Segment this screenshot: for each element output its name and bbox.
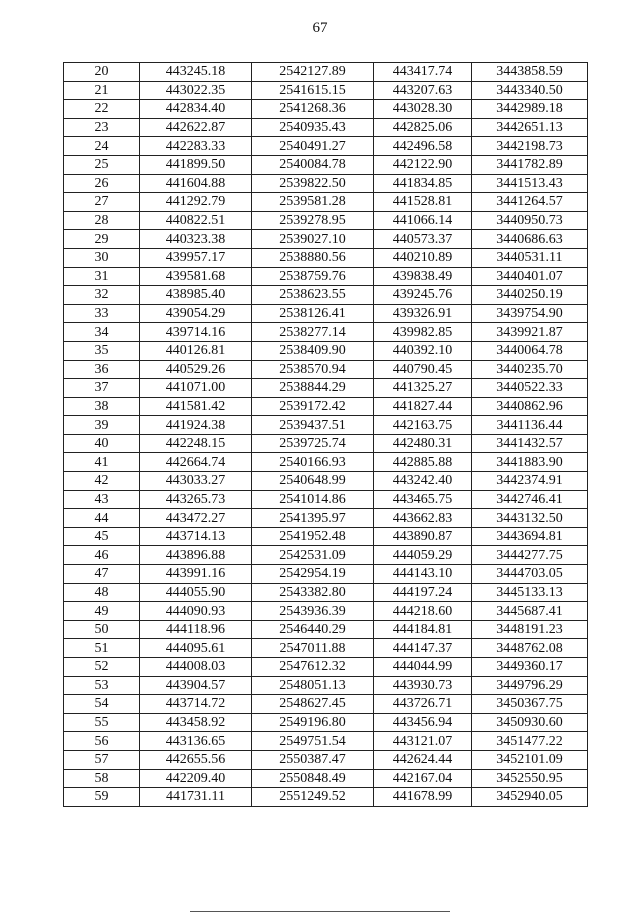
x1-cell: 443904.57 bbox=[140, 676, 252, 695]
table-row bbox=[64, 509, 588, 528]
table-row bbox=[64, 639, 588, 658]
table-row bbox=[64, 769, 588, 788]
x2-cell: 443028.30 bbox=[374, 100, 472, 119]
x1-cell: 441731.11 bbox=[140, 788, 252, 807]
x2-cell: 443121.07 bbox=[374, 732, 472, 751]
point-number-cell: 23 bbox=[64, 118, 140, 137]
y2-cell: 3442746.41 bbox=[472, 490, 588, 509]
table-row bbox=[64, 583, 588, 602]
x1-cell: 443245.18 bbox=[140, 63, 252, 82]
y2-cell: 3441136.44 bbox=[472, 416, 588, 435]
y1-cell: 2539725.74 bbox=[252, 434, 374, 453]
x2-cell: 439982.85 bbox=[374, 323, 472, 342]
table-row bbox=[64, 546, 588, 565]
y2-cell: 3440235.70 bbox=[472, 360, 588, 379]
table-row bbox=[64, 360, 588, 379]
y2-cell: 3448191.23 bbox=[472, 620, 588, 639]
table-row bbox=[64, 174, 588, 193]
y1-cell: 2539437.51 bbox=[252, 416, 374, 435]
y1-cell: 2542531.09 bbox=[252, 546, 374, 565]
y1-cell: 2541395.97 bbox=[252, 509, 374, 528]
y2-cell: 3452101.09 bbox=[472, 750, 588, 769]
point-number-cell: 50 bbox=[64, 620, 140, 639]
y1-cell: 2538409.90 bbox=[252, 341, 374, 360]
x1-cell: 442622.87 bbox=[140, 118, 252, 137]
point-number-cell: 37 bbox=[64, 379, 140, 398]
point-number-cell: 26 bbox=[64, 174, 140, 193]
point-number-cell: 36 bbox=[64, 360, 140, 379]
y1-cell: 2538277.14 bbox=[252, 323, 374, 342]
point-number-cell: 49 bbox=[64, 602, 140, 621]
y2-cell: 3449360.17 bbox=[472, 658, 588, 677]
x2-cell: 442825.06 bbox=[374, 118, 472, 137]
y1-cell: 2542127.89 bbox=[252, 63, 374, 82]
point-number-cell: 55 bbox=[64, 713, 140, 732]
x2-cell: 439326.91 bbox=[374, 304, 472, 323]
x1-cell: 440822.51 bbox=[140, 211, 252, 230]
point-number-cell: 45 bbox=[64, 527, 140, 546]
y2-cell: 3441432.57 bbox=[472, 434, 588, 453]
y1-cell: 2550387.47 bbox=[252, 750, 374, 769]
x1-cell: 443136.65 bbox=[140, 732, 252, 751]
x2-cell: 443456.94 bbox=[374, 713, 472, 732]
x1-cell: 443458.92 bbox=[140, 713, 252, 732]
x2-cell: 441066.14 bbox=[374, 211, 472, 230]
x1-cell: 442248.15 bbox=[140, 434, 252, 453]
y1-cell: 2539172.42 bbox=[252, 397, 374, 416]
table-row bbox=[64, 490, 588, 509]
x1-cell: 440126.81 bbox=[140, 341, 252, 360]
point-number-cell: 53 bbox=[64, 676, 140, 695]
y2-cell: 3448762.08 bbox=[472, 639, 588, 658]
point-number-cell: 42 bbox=[64, 472, 140, 491]
point-number-cell: 32 bbox=[64, 286, 140, 305]
x2-cell: 444059.29 bbox=[374, 546, 472, 565]
table-row bbox=[64, 286, 588, 305]
x2-cell: 444044.99 bbox=[374, 658, 472, 677]
coordinates-table-body bbox=[64, 63, 588, 807]
x1-cell: 442664.74 bbox=[140, 453, 252, 472]
point-number-cell: 30 bbox=[64, 248, 140, 267]
x2-cell: 440573.37 bbox=[374, 230, 472, 249]
y1-cell: 2538570.94 bbox=[252, 360, 374, 379]
x2-cell: 443465.75 bbox=[374, 490, 472, 509]
coordinates-table-container bbox=[63, 62, 588, 807]
y2-cell: 3440862.96 bbox=[472, 397, 588, 416]
y2-cell: 3440950.73 bbox=[472, 211, 588, 230]
x2-cell: 442167.04 bbox=[374, 769, 472, 788]
y1-cell: 2547011.88 bbox=[252, 639, 374, 658]
x1-cell: 443896.88 bbox=[140, 546, 252, 565]
table-row bbox=[64, 658, 588, 677]
x2-cell: 444197.24 bbox=[374, 583, 472, 602]
x2-cell: 439245.76 bbox=[374, 286, 472, 305]
y2-cell: 3441782.89 bbox=[472, 155, 588, 174]
table-row bbox=[64, 565, 588, 584]
y1-cell: 2551249.52 bbox=[252, 788, 374, 807]
y1-cell: 2540648.99 bbox=[252, 472, 374, 491]
x2-cell: 443417.74 bbox=[374, 63, 472, 82]
y1-cell: 2540935.43 bbox=[252, 118, 374, 137]
y1-cell: 2542954.19 bbox=[252, 565, 374, 584]
table-row bbox=[64, 323, 588, 342]
point-number-cell: 56 bbox=[64, 732, 140, 751]
y2-cell: 3450930.60 bbox=[472, 713, 588, 732]
point-number-cell: 28 bbox=[64, 211, 140, 230]
y2-cell: 3442989.18 bbox=[472, 100, 588, 119]
y2-cell: 3443340.50 bbox=[472, 81, 588, 100]
y2-cell: 3441513.43 bbox=[472, 174, 588, 193]
x1-cell: 442209.40 bbox=[140, 769, 252, 788]
table-row bbox=[64, 397, 588, 416]
y2-cell: 3444703.05 bbox=[472, 565, 588, 584]
x1-cell: 444118.96 bbox=[140, 620, 252, 639]
point-number-cell: 24 bbox=[64, 137, 140, 156]
x1-cell: 443265.73 bbox=[140, 490, 252, 509]
table-row bbox=[64, 416, 588, 435]
x1-cell: 443033.27 bbox=[140, 472, 252, 491]
x1-cell: 443991.16 bbox=[140, 565, 252, 584]
x2-cell: 444147.37 bbox=[374, 639, 472, 658]
x1-cell: 441604.88 bbox=[140, 174, 252, 193]
point-number-cell: 52 bbox=[64, 658, 140, 677]
coordinates-table bbox=[63, 62, 588, 807]
y1-cell: 2539822.50 bbox=[252, 174, 374, 193]
y1-cell: 2548051.13 bbox=[252, 676, 374, 695]
x2-cell: 444184.81 bbox=[374, 620, 472, 639]
point-number-cell: 59 bbox=[64, 788, 140, 807]
y2-cell: 3443132.50 bbox=[472, 509, 588, 528]
x2-cell: 441678.99 bbox=[374, 788, 472, 807]
point-number-cell: 40 bbox=[64, 434, 140, 453]
y2-cell: 3443858.59 bbox=[472, 63, 588, 82]
y1-cell: 2538880.56 bbox=[252, 248, 374, 267]
table-row bbox=[64, 137, 588, 156]
x2-cell: 442885.88 bbox=[374, 453, 472, 472]
y1-cell: 2548627.45 bbox=[252, 695, 374, 714]
point-number-cell: 44 bbox=[64, 509, 140, 528]
table-row bbox=[64, 788, 588, 807]
table-row bbox=[64, 63, 588, 82]
point-number-cell: 33 bbox=[64, 304, 140, 323]
y1-cell: 2541268.36 bbox=[252, 100, 374, 119]
x2-cell: 443207.63 bbox=[374, 81, 472, 100]
point-number-cell: 43 bbox=[64, 490, 140, 509]
y2-cell: 3445687.41 bbox=[472, 602, 588, 621]
x2-cell: 441325.27 bbox=[374, 379, 472, 398]
y1-cell: 2539278.95 bbox=[252, 211, 374, 230]
x2-cell: 441834.85 bbox=[374, 174, 472, 193]
y2-cell: 3449796.29 bbox=[472, 676, 588, 695]
footer-divider bbox=[190, 911, 450, 912]
table-row bbox=[64, 472, 588, 491]
point-number-cell: 48 bbox=[64, 583, 140, 602]
y2-cell: 3439754.90 bbox=[472, 304, 588, 323]
table-row bbox=[64, 211, 588, 230]
point-number-cell: 35 bbox=[64, 341, 140, 360]
page-number: 67 bbox=[312, 20, 328, 36]
x1-cell: 442283.33 bbox=[140, 137, 252, 156]
table-row bbox=[64, 527, 588, 546]
table-row bbox=[64, 602, 588, 621]
point-number-cell: 51 bbox=[64, 639, 140, 658]
point-number-cell: 39 bbox=[64, 416, 140, 435]
y1-cell: 2547612.32 bbox=[252, 658, 374, 677]
y2-cell: 3450367.75 bbox=[472, 695, 588, 714]
point-number-cell: 34 bbox=[64, 323, 140, 342]
y2-cell: 3443694.81 bbox=[472, 527, 588, 546]
y1-cell: 2539581.28 bbox=[252, 193, 374, 212]
x1-cell: 442834.40 bbox=[140, 100, 252, 119]
x1-cell: 444095.61 bbox=[140, 639, 252, 658]
table-row bbox=[64, 267, 588, 286]
y1-cell: 2538759.76 bbox=[252, 267, 374, 286]
point-number-cell: 27 bbox=[64, 193, 140, 212]
y1-cell: 2539027.10 bbox=[252, 230, 374, 249]
point-number-cell: 31 bbox=[64, 267, 140, 286]
x2-cell: 442624.44 bbox=[374, 750, 472, 769]
y1-cell: 2540166.93 bbox=[252, 453, 374, 472]
y2-cell: 3452550.95 bbox=[472, 769, 588, 788]
table-row bbox=[64, 341, 588, 360]
x1-cell: 441581.42 bbox=[140, 397, 252, 416]
y2-cell: 3452940.05 bbox=[472, 788, 588, 807]
x1-cell: 444008.03 bbox=[140, 658, 252, 677]
x2-cell: 440392.10 bbox=[374, 341, 472, 360]
y2-cell: 3441883.90 bbox=[472, 453, 588, 472]
point-number-cell: 57 bbox=[64, 750, 140, 769]
point-number-cell: 21 bbox=[64, 81, 140, 100]
y1-cell: 2541952.48 bbox=[252, 527, 374, 546]
y2-cell: 3440401.07 bbox=[472, 267, 588, 286]
x1-cell: 444090.93 bbox=[140, 602, 252, 621]
x1-cell: 443714.13 bbox=[140, 527, 252, 546]
y2-cell: 3451477.22 bbox=[472, 732, 588, 751]
y2-cell: 3442374.91 bbox=[472, 472, 588, 491]
x1-cell: 443714.72 bbox=[140, 695, 252, 714]
point-number-cell: 20 bbox=[64, 63, 140, 82]
x1-cell: 440529.26 bbox=[140, 360, 252, 379]
point-number-cell: 22 bbox=[64, 100, 140, 119]
table-row bbox=[64, 434, 588, 453]
table-row bbox=[64, 248, 588, 267]
x1-cell: 439957.17 bbox=[140, 248, 252, 267]
y2-cell: 3440064.78 bbox=[472, 341, 588, 360]
y1-cell: 2543936.39 bbox=[252, 602, 374, 621]
point-number-cell: 46 bbox=[64, 546, 140, 565]
y1-cell: 2538126.41 bbox=[252, 304, 374, 323]
y2-cell: 3444277.75 bbox=[472, 546, 588, 565]
y2-cell: 3442198.73 bbox=[472, 137, 588, 156]
table-row bbox=[64, 230, 588, 249]
table-row bbox=[64, 713, 588, 732]
x2-cell: 443726.71 bbox=[374, 695, 472, 714]
x1-cell: 439714.16 bbox=[140, 323, 252, 342]
x2-cell: 441528.81 bbox=[374, 193, 472, 212]
table-row bbox=[64, 100, 588, 119]
x2-cell: 442122.90 bbox=[374, 155, 472, 174]
y1-cell: 2541615.15 bbox=[252, 81, 374, 100]
y2-cell: 3445133.13 bbox=[472, 583, 588, 602]
y2-cell: 3440686.63 bbox=[472, 230, 588, 249]
table-row bbox=[64, 155, 588, 174]
y2-cell: 3442651.13 bbox=[472, 118, 588, 137]
x1-cell: 444055.90 bbox=[140, 583, 252, 602]
x2-cell: 443930.73 bbox=[374, 676, 472, 695]
point-number-cell: 54 bbox=[64, 695, 140, 714]
x1-cell: 438985.40 bbox=[140, 286, 252, 305]
table-row bbox=[64, 695, 588, 714]
y1-cell: 2540084.78 bbox=[252, 155, 374, 174]
x1-cell: 441071.00 bbox=[140, 379, 252, 398]
point-number-cell: 41 bbox=[64, 453, 140, 472]
x1-cell: 439581.68 bbox=[140, 267, 252, 286]
table-row bbox=[64, 304, 588, 323]
y1-cell: 2543382.80 bbox=[252, 583, 374, 602]
x2-cell: 440790.45 bbox=[374, 360, 472, 379]
x2-cell: 439838.49 bbox=[374, 267, 472, 286]
x1-cell: 439054.29 bbox=[140, 304, 252, 323]
x2-cell: 440210.89 bbox=[374, 248, 472, 267]
point-number-cell: 25 bbox=[64, 155, 140, 174]
point-number-cell: 58 bbox=[64, 769, 140, 788]
table-row bbox=[64, 118, 588, 137]
y1-cell: 2541014.86 bbox=[252, 490, 374, 509]
x1-cell: 441292.79 bbox=[140, 193, 252, 212]
x1-cell: 440323.38 bbox=[140, 230, 252, 249]
point-number-cell: 38 bbox=[64, 397, 140, 416]
y1-cell: 2538844.29 bbox=[252, 379, 374, 398]
x2-cell: 443890.87 bbox=[374, 527, 472, 546]
y2-cell: 3441264.57 bbox=[472, 193, 588, 212]
x1-cell: 443022.35 bbox=[140, 81, 252, 100]
x1-cell: 441899.50 bbox=[140, 155, 252, 174]
x2-cell: 441827.44 bbox=[374, 397, 472, 416]
point-number-cell: 29 bbox=[64, 230, 140, 249]
y1-cell: 2550848.49 bbox=[252, 769, 374, 788]
y2-cell: 3440522.33 bbox=[472, 379, 588, 398]
table-row bbox=[64, 193, 588, 212]
table-row bbox=[64, 676, 588, 695]
y1-cell: 2549196.80 bbox=[252, 713, 374, 732]
x2-cell: 442163.75 bbox=[374, 416, 472, 435]
x2-cell: 442496.58 bbox=[374, 137, 472, 156]
y2-cell: 3440531.11 bbox=[472, 248, 588, 267]
y2-cell: 3440250.19 bbox=[472, 286, 588, 305]
point-number-cell: 47 bbox=[64, 565, 140, 584]
x2-cell: 444218.60 bbox=[374, 602, 472, 621]
y1-cell: 2549751.54 bbox=[252, 732, 374, 751]
x1-cell: 441924.38 bbox=[140, 416, 252, 435]
y2-cell: 3439921.87 bbox=[472, 323, 588, 342]
table-row bbox=[64, 750, 588, 769]
table-row bbox=[64, 379, 588, 398]
x2-cell: 443662.83 bbox=[374, 509, 472, 528]
y1-cell: 2538623.55 bbox=[252, 286, 374, 305]
x2-cell: 442480.31 bbox=[374, 434, 472, 453]
x2-cell: 444143.10 bbox=[374, 565, 472, 584]
x1-cell: 442655.56 bbox=[140, 750, 252, 769]
x2-cell: 443242.40 bbox=[374, 472, 472, 491]
y1-cell: 2540491.27 bbox=[252, 137, 374, 156]
y1-cell: 2546440.29 bbox=[252, 620, 374, 639]
table-row bbox=[64, 81, 588, 100]
x1-cell: 443472.27 bbox=[140, 509, 252, 528]
table-row bbox=[64, 453, 588, 472]
table-row bbox=[64, 620, 588, 639]
table-row bbox=[64, 732, 588, 751]
